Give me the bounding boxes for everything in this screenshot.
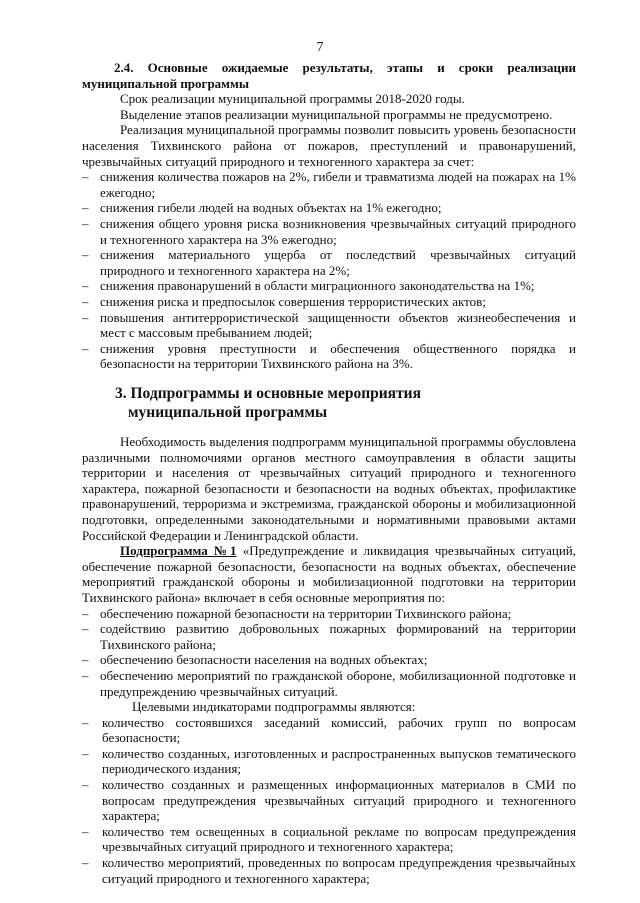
section-2-4-heading: 2.4. Основные ожидаемые результаты, этапы и сроки реализации муниципальной программы [82, 60, 576, 91]
list-item: – количество созданных, изготовленных и распространенных выпусков тематического периодического издания; [82, 746, 576, 777]
term-paragraph: Срок реализации муниципальной программы 2018-2020 годы. [120, 91, 465, 107]
list-item: – количество состоявшихся заседаний комиссий, рабочих групп по вопросам безопасности; [82, 715, 576, 746]
section-3-heading-line: муниципальной программы [128, 404, 328, 421]
section-2-4 [82, 60, 576, 372]
stages-paragraph: Выделение этапов реализации муниципальной программы не предусмотрено. [120, 106, 553, 122]
list-item: – повышения антитеррористической защищенности объектов жизнеобеспечения и мест с массовым пребыванием людей; [82, 310, 576, 341]
section-3-heading-line: 3. Подпрограммы и основные мероприятия [115, 385, 421, 402]
indicators-list [82, 715, 576, 887]
subprogram-1-label: Подпрограмма №1 [120, 543, 237, 559]
list-item: – снижения правонарушений в области миграционного законодательства на 1%; [82, 278, 576, 294]
necessity-paragraph: Необходимость выделения подпрограмм муниципальной программы обусловлена различными полномочиями органов местного самоуправления в области защиты территории и населения от чрезвычайных ситуаций природного и техногенного характера, пожарной безопасности и безопасности на водных объектах, профилактике правонарушений, терроризма и экстремизма, гражданской обороны и мобилизационной подготовки, определенными законодательными и нормативными правовыми актами Российской Федерации и Ленинградской области. [82, 434, 576, 543]
list-item: – содействию развитию добровольных пожарных формирований на территории Тихвинского района; [82, 621, 576, 652]
list-item: – количество тем освещенных в социальной рекламе по вопросам предупреждения чрезвычайных ситуаций природного и техногенного характера; [82, 824, 576, 855]
list-item: – снижения риска и предпосылок совершения террористических актов; [82, 294, 576, 310]
page-number: 7 [316, 40, 324, 55]
list-item: – обеспечению безопасности населения на водных объектах; [82, 652, 576, 668]
indicators-intro: Целевыми индикаторами подпрограммы являются: [132, 699, 416, 715]
section-3-heading [115, 384, 555, 422]
measures-list [82, 606, 576, 700]
list-item: – снижения уровня преступности и обеспечения общественного порядка и безопасности на территории Тихвинского района на 3%. [82, 341, 576, 372]
list-item: – количество мероприятий, проведенных по вопросам предупреждения чрезвычайных ситуаций природного и техногенного характера; [82, 855, 576, 886]
list-item: – снижения материального ущерба от последствий чрезвычайных ситуаций природного и техногенного характера на 2%; [82, 247, 576, 278]
list-item: – снижения количества пожаров на 2%, гибели и травматизма людей на пожарах на 1% ежегодно; [82, 169, 576, 200]
results-intro-paragraph: Реализация муниципальной программы позволит повысить уровень безопасности населения Тихвинского района от пожаров, преступлений и правонарушений, чрезвычайных ситуаций природного и техногенного характера за счет: [82, 122, 576, 169]
section-3-body [82, 434, 576, 886]
list-item: – снижения гибели людей на водных объектах на 1% ежегодно; [82, 200, 576, 216]
list-item: – количество созданных и размещенных информационных материалов в СМИ по вопросам предупреждения чрезвычайных ситуаций природного и техногенного характера; [82, 777, 576, 824]
list-item: – снижения общего уровня риска возникновения чрезвычайных ситуаций природного и техногенного характера на 3% ежегодно; [82, 216, 576, 247]
list-item: – обеспечению мероприятий по гражданской обороне, мобилизационной подготовке и предупреждению чрезвычайных ситуаций. [82, 668, 576, 699]
subprogram-1-text: «Предупреждение и ликвидация чрезвычайных ситуаций, обеспечение пожарной безопасности, безопасности на водных объектах, обеспечение мероприятий гражданской обороны и мобилизационной подготовки на территории Тихвинского района» включает в себя основные мероприятия по: [82, 543, 576, 605]
subprogram-1-paragraph [82, 543, 576, 605]
list-item: – обеспечению пожарной безопасности на территории Тихвинского района; [82, 606, 576, 622]
results-list [82, 169, 576, 372]
